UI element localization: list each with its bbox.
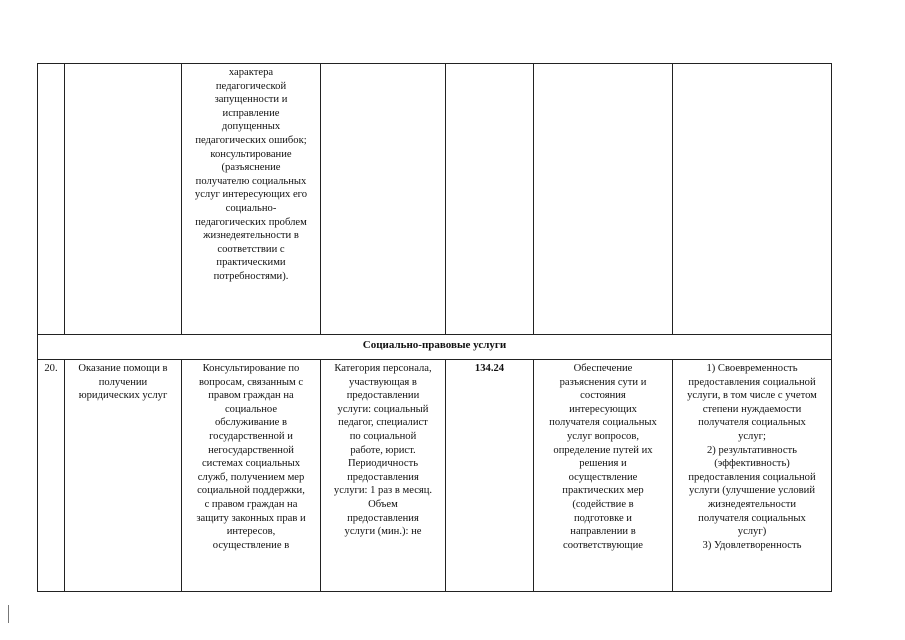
section-title: Социально-правовые услуги (38, 335, 832, 360)
service-name-cell: Оказание помощи в получении юридических услуг (65, 360, 182, 592)
services-table (37, 63, 832, 592)
section-row (38, 335, 832, 360)
quality-indicators-cell (673, 64, 832, 335)
result-cell: Обеспечение разъяснения сути и состояния интересующих получателя социальных услуг вопросов, определение путей их решения и осуществление практических мер (содействие в подготовке и направлении в соответствующие (534, 360, 673, 592)
quality-indicators-cell: 1) Своевременность предоставления социальной услуги, в том числе с учетом степени нуждаемости получателя социальных услуг; 2) результативность (эффективность) предоставления социальной услуги (улучшение условий жизнедеятельности получателя социальных услуг) 3) Удовлетворенность (673, 360, 832, 592)
service-name-cell (65, 64, 182, 335)
table-row-continued (38, 64, 832, 335)
personnel-cell (321, 64, 446, 335)
row-number-cell (38, 64, 65, 335)
table-row-20 (38, 360, 832, 592)
service-description-cell: Консультирование по вопросам, связанным с правом граждан на социальное обслуживание в государственной и негосударственной системах социальных служб, получением мер социальной поддержки, с правом граждан на защиту законных прав и интересов, осуществление в (182, 360, 321, 592)
scan-margin-mark (8, 605, 9, 623)
service-description-cell: характера педагогической запущенности и исправление допущенных педагогических ошибок; консультирование (разъяснение получателю социальных услуг интересующих его социально- педагогических проблем жизнедеятельности в соответствии с практическими потребностями). (182, 64, 321, 335)
result-cell (534, 64, 673, 335)
personnel-cell: Категория персонала, участвующая в предоставлении услуги: социальный педагог, специалист по социальной работе, юрист. Периодичность предоставления услуги: 1 раз в месяц. Объем предоставления услуги (мин.): не (321, 360, 446, 592)
row-number-cell: 20. (38, 360, 65, 592)
price-cell: 134.24 (446, 360, 534, 592)
price-cell (446, 64, 534, 335)
